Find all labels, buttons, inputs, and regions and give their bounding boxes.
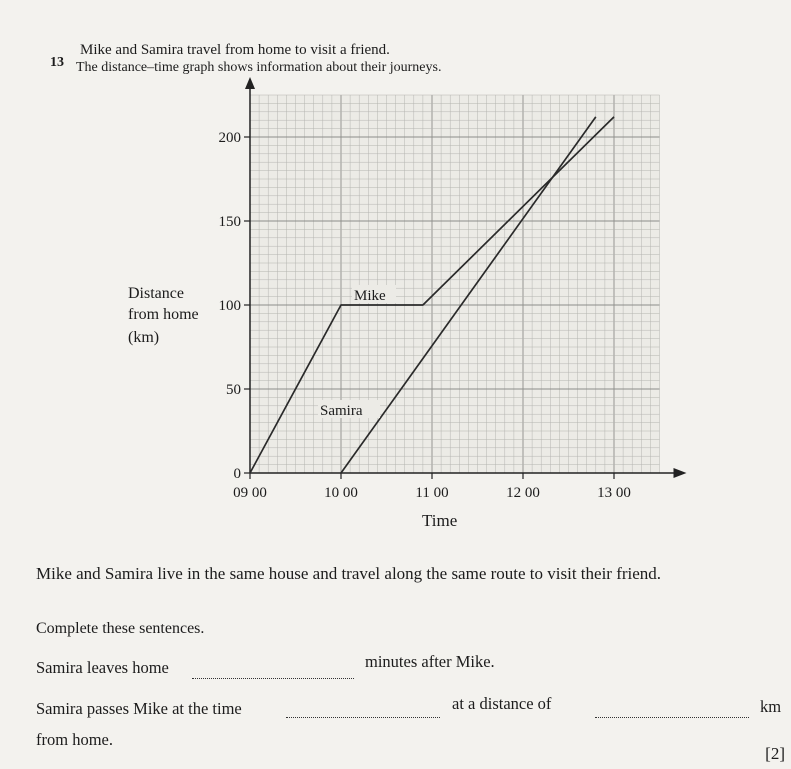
y-tick-label: 50 bbox=[226, 382, 241, 398]
x-axis-title: Time bbox=[422, 511, 458, 530]
sentence-1-start: Samira leaves home bbox=[36, 658, 169, 677]
marks-label: [2] bbox=[765, 744, 785, 763]
answer-blank-time[interactable] bbox=[286, 716, 440, 718]
question-intro-line-2: The distance–time graph shows information about their journeys. bbox=[76, 60, 442, 75]
sentence-2-start: Samira passes Mike at the time bbox=[36, 699, 242, 718]
question-paragraph: Mike and Samira live in the same house and travel along the same route to visit their friend. bbox=[36, 564, 662, 583]
sentence-2-middle: at a distance of bbox=[452, 694, 552, 713]
answer-blank-minutes[interactable] bbox=[192, 677, 354, 679]
y-axis-label-line-3: (km) bbox=[128, 329, 160, 346]
series-label-mike: Mike bbox=[354, 288, 386, 304]
grid-background bbox=[250, 95, 660, 473]
answer-blank-distance[interactable] bbox=[595, 716, 749, 718]
x-tick-label: 10 00 bbox=[324, 485, 358, 501]
x-axis-arrow-icon bbox=[674, 468, 687, 478]
sentence-2-continued: from home. bbox=[36, 730, 113, 749]
instruction-text: Complete these sentences. bbox=[36, 620, 205, 637]
y-tick-label: 0 bbox=[233, 466, 241, 482]
x-tick-label: 09 00 bbox=[233, 485, 267, 501]
y-tick-label: 100 bbox=[218, 298, 241, 314]
sentence-1-end: minutes after Mike. bbox=[365, 652, 495, 671]
y-tick-label: 150 bbox=[218, 214, 241, 230]
y-axis-label-line-1: Distance bbox=[128, 285, 184, 302]
y-axis-label-line-2: from home bbox=[128, 306, 199, 323]
y-tick-label: 200 bbox=[218, 130, 241, 146]
series-label-samira: Samira bbox=[320, 403, 363, 419]
x-tick-label: 12 00 bbox=[506, 485, 540, 501]
sentence-2-unit: km bbox=[760, 697, 782, 716]
question-number: 13 bbox=[50, 55, 64, 70]
y-axis-arrow-icon bbox=[245, 77, 255, 89]
x-tick-label: 13 00 bbox=[597, 485, 631, 501]
x-tick-label: 11 00 bbox=[415, 485, 449, 501]
question-intro-line-1: Mike and Samira travel from home to visit a friend. bbox=[80, 42, 390, 58]
